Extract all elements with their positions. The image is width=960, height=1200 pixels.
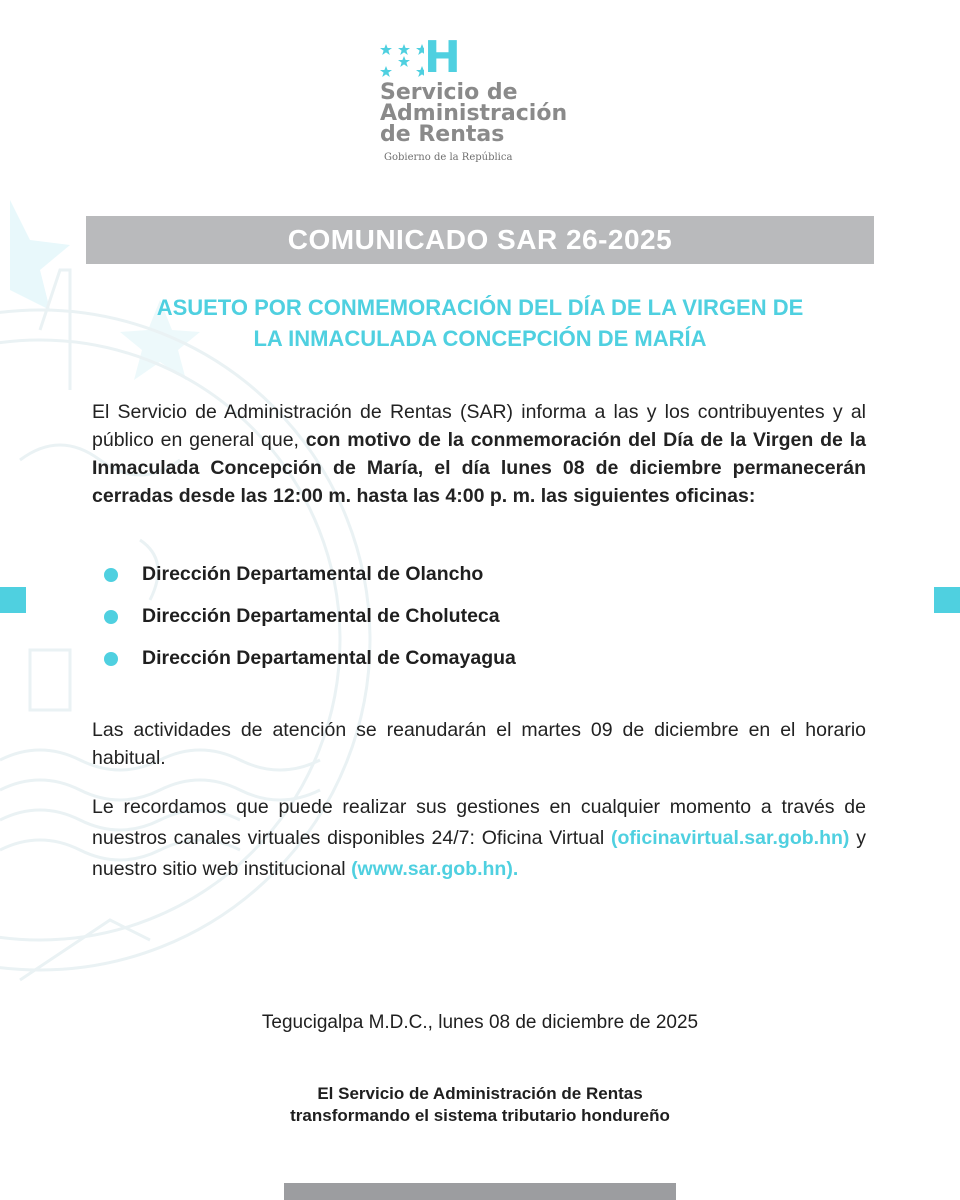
reminder-text-1: Le recordamos que puede realizar sus gestiones en cualquier momento a través de nuestros canales virtuales disponibles 24/7: Oficina Virtual [92, 796, 866, 849]
subtitle-line1: ASUETO POR CONMEMORACIÓN DEL DÍA DE LA VIRGEN DE [156, 295, 804, 320]
logo-stars-icon [380, 44, 424, 78]
bullet-dot-icon [104, 610, 118, 624]
list-item [104, 560, 804, 602]
list-item [104, 644, 804, 686]
office-list [104, 560, 804, 686]
logo-subtitle: Gobierno de la República [384, 152, 513, 163]
intro-plain: El Servicio de Administración de Rentas (SAR) informa a las y los contribuyentes y al público en general que, [92, 401, 866, 451]
oficina-virtual-link[interactable]: (oficinavirtual.sar.gob.hn) [611, 827, 850, 849]
resume-paragraph: Las actividades de atención se reanudarán el martes 09 de diciembre en el horario habitual. [92, 719, 866, 769]
left-edge-square [0, 587, 26, 613]
office-name: Dirección Departamental de Comayagua [142, 647, 516, 669]
footer-slogan [0, 1083, 960, 1127]
list-item [104, 602, 804, 644]
logo-h-mark: H [424, 32, 461, 83]
office-name: Dirección Departamental de Choluteca [142, 605, 500, 627]
intro-paragraph [92, 398, 866, 510]
logo-line3: de Rentas [380, 122, 505, 147]
reminder-text-2: y nuestro sitio web institucional [92, 827, 866, 880]
website-link[interactable]: (www.sar.gob.hn). [351, 858, 519, 880]
intro-bold: con motivo de la conmemoración del Día de la Virgen de la Inmaculada Concepción de María, el día lunes 08 de diciembre permanecerán cerradas desde las 12:00 m. hasta las 4:00 p. m. las siguientes oficinas: [92, 429, 866, 507]
subtitle-line2: LA INMACULADA CONCEPCIÓN DE MARÍA [253, 326, 707, 351]
bullet-dot-icon [104, 652, 118, 666]
coat-of-arms-watermark [0, 0, 420, 1060]
logo-name [380, 82, 620, 145]
reminder-paragraph [92, 792, 866, 885]
logo-line2: Administración [380, 101, 568, 126]
bullet-dot-icon [104, 568, 118, 582]
logo-line1: Servicio de [380, 80, 518, 105]
footer-line1: El Servicio de Administración de Rentas [317, 1084, 643, 1103]
footer-line2: transformando el sistema tributario hondureño [290, 1106, 670, 1125]
communique-banner: COMUNICADO SAR 26-2025 [86, 216, 874, 264]
bottom-bar [284, 1183, 676, 1200]
office-name: Dirección Departamental de Olancho [142, 563, 484, 585]
right-edge-square [934, 587, 960, 613]
communique-subtitle [90, 292, 870, 354]
place-date: Tegucigalpa M.D.C., lunes 08 de diciembre de 2025 [261, 1012, 699, 1033]
